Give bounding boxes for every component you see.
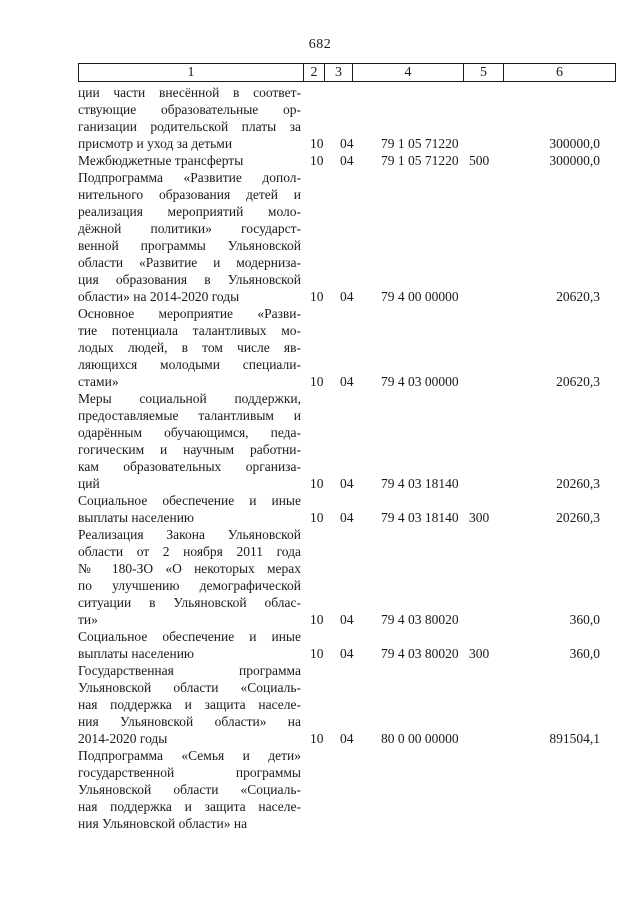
description-line: дёжной политики» государст-	[78, 221, 301, 236]
cell-col-2: 10	[310, 289, 324, 304]
description-line: выплаты населению	[78, 510, 195, 525]
description-line: государственной программы	[78, 765, 301, 780]
description-line: Основное мероприятие «Разви-	[78, 306, 301, 321]
description-line: Социальное обеспечение и иные	[78, 493, 301, 508]
description-line: ганизации родительской платы за	[78, 119, 301, 134]
cell-col-5: 300	[469, 646, 490, 661]
cell-col-3: 04	[340, 374, 354, 389]
description-line: выплаты населению	[78, 646, 195, 661]
description-line: ций	[78, 476, 100, 491]
description-line: области» на 2014-2020 годы	[78, 289, 240, 304]
description-line: реализация мероприятий моло-	[78, 204, 301, 219]
table-row	[78, 492, 616, 526]
table-body	[78, 84, 616, 832]
description-line: области от 2 ноября 2011 года	[78, 544, 301, 559]
description-line: области «Развитие и модерниза-	[78, 255, 301, 270]
table-row	[78, 628, 616, 662]
cell-col-4: 79 4 03 18140	[381, 476, 459, 491]
description-line: Ульяновской области «Социаль-	[78, 782, 301, 797]
cell-col-4: 80 0 00 00000	[381, 731, 459, 746]
header-col-3: 3	[324, 64, 352, 81]
cell-col-4: 79 4 00 00000	[381, 289, 459, 304]
description-line: по улучшению демографической	[78, 578, 301, 593]
row-description	[78, 662, 301, 747]
cell-col-4: 79 4 03 80020	[381, 646, 459, 661]
header-col-1: 1	[187, 65, 195, 80]
cell-col-2: 10	[310, 136, 324, 151]
cell-col-6: 360,0	[569, 612, 600, 627]
cell-col-3: 04	[340, 136, 354, 151]
row-description	[78, 84, 301, 152]
cell-col-4: 79 4 03 18140	[381, 510, 459, 525]
description-line: Социальное обеспечение и иные	[78, 629, 301, 644]
row-description	[78, 390, 301, 492]
row-description	[78, 305, 301, 390]
description-line: Подпрограмма «Развитие допол-	[78, 170, 301, 185]
description-line: Меры социальной поддержки,	[78, 391, 301, 406]
description-line: ная поддержка и защита населе-	[78, 799, 301, 814]
description-line: Государственная программа	[78, 663, 301, 678]
cell-col-6: 300000,0	[549, 136, 600, 151]
description-line: Ульяновской области «Социаль-	[78, 680, 301, 695]
cell-col-6: 20620,3	[556, 289, 600, 304]
description-line: Подпрограмма «Семья и дети»	[78, 748, 301, 763]
table-row	[78, 152, 616, 169]
cell-col-4: 79 1 05 71220	[381, 136, 459, 151]
cell-col-2: 10	[310, 476, 324, 491]
header-col-5: 5	[463, 64, 503, 81]
description-line: венной программы Ульяновской	[78, 238, 301, 253]
cell-col-2: 10	[310, 510, 324, 525]
description-line: нительного образования детей и	[78, 187, 301, 202]
header-col-2: 2	[303, 64, 324, 81]
cell-col-6: 891504,1	[549, 731, 600, 746]
table-header	[78, 63, 616, 82]
cell-col-4: 79 4 03 00000	[381, 374, 459, 389]
description-line: ситуации в Ульяновской облас-	[78, 595, 301, 610]
table-row	[78, 662, 616, 747]
description-line: ния Ульяновской области» на	[78, 816, 248, 831]
table-row	[78, 526, 616, 628]
row-description	[78, 747, 301, 832]
cell-col-3: 04	[340, 289, 354, 304]
description-line: ция образования в Ульяновской	[78, 272, 301, 287]
description-line: предоставляемые талантливым и	[78, 408, 301, 423]
cell-col-3: 04	[340, 731, 354, 746]
cell-col-3: 04	[340, 476, 354, 491]
table-row	[78, 305, 616, 390]
description-line: ния Ульяновской области» на	[78, 714, 301, 729]
description-line: № 180-ЗО «О некоторых мерах	[78, 561, 301, 576]
row-description	[78, 169, 301, 305]
table-row	[78, 747, 616, 832]
cell-col-2: 10	[310, 646, 324, 661]
cell-col-2: 10	[310, 374, 324, 389]
cell-col-5: 500	[469, 153, 490, 168]
cell-col-4: 79 4 03 80020	[381, 612, 459, 627]
description-line: ствующие образовательные ор-	[78, 102, 301, 117]
cell-col-2: 10	[310, 153, 324, 168]
row-description	[78, 152, 301, 169]
description-line: ная поддержка и защита населе-	[78, 697, 301, 712]
cell-col-3: 04	[340, 510, 354, 525]
cell-col-6: 20260,3	[556, 476, 600, 491]
description-line: лодых людей, в том числе яв-	[78, 340, 301, 355]
page-number: 682	[308, 37, 332, 52]
description-line: одарённым обучающимся, педа-	[78, 425, 301, 440]
header-col-4: 4	[352, 64, 463, 81]
cell-col-6: 20620,3	[556, 374, 600, 389]
row-description	[78, 492, 301, 526]
description-line: гогическим и научным работни-	[78, 442, 301, 457]
description-line: Реализация Закона Ульяновской	[78, 527, 301, 542]
table-row	[78, 84, 616, 152]
description-line: Межбюджетные трансферты	[78, 153, 244, 168]
cell-col-6: 300000,0	[549, 153, 600, 168]
row-description	[78, 628, 301, 662]
cell-col-5: 300	[469, 510, 490, 525]
cell-col-2: 10	[310, 731, 324, 746]
description-line: ти»	[78, 612, 98, 627]
cell-col-6: 20260,3	[556, 510, 600, 525]
table-row	[78, 390, 616, 492]
description-line: ции части внесённой в соответ-	[78, 85, 301, 100]
description-line: ляющихся молодыми специали-	[78, 357, 301, 372]
cell-col-3: 04	[340, 646, 354, 661]
table-row	[78, 169, 616, 305]
description-line: тие потенциала талантливых мо-	[78, 323, 301, 338]
cell-col-3: 04	[340, 612, 354, 627]
description-line: присмотр и уход за детьми	[78, 136, 233, 151]
cell-col-3: 04	[340, 153, 354, 168]
header-col-6: 6	[503, 64, 615, 81]
cell-col-6: 360,0	[569, 646, 600, 661]
cell-col-2: 10	[310, 612, 324, 627]
description-line: стами»	[78, 374, 119, 389]
description-line: кам образовательных организа-	[78, 459, 301, 474]
cell-col-4: 79 1 05 71220	[381, 153, 459, 168]
description-line: 2014-2020 годы	[78, 731, 168, 746]
row-description	[78, 526, 301, 628]
